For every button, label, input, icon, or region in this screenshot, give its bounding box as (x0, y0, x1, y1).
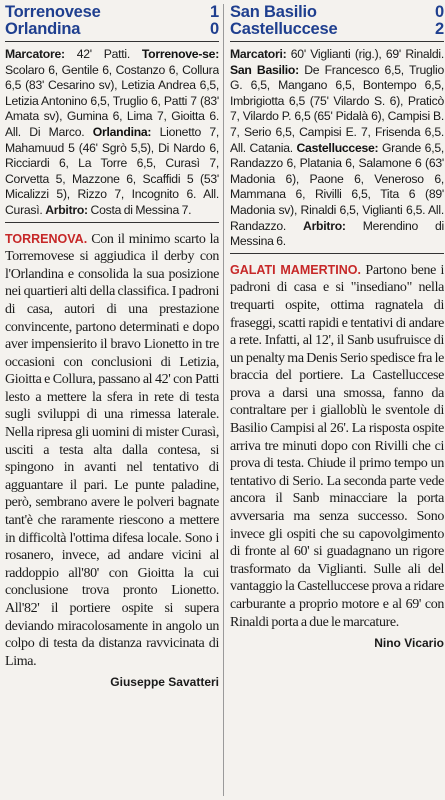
separator-line (5, 222, 219, 223)
author: Nino Vicario (374, 636, 444, 651)
referee-label: Arbitro: (303, 218, 346, 233)
away-row (230, 21, 444, 38)
home-lineup-team: Torrenove-se: (141, 47, 219, 61)
referee-label: Arbitro: (45, 202, 88, 217)
dateline: GALATI MAMERTINO. (230, 262, 361, 277)
away-lineup: Lionetto 7, Mahamuud 5 (46' Sgrò 5,5), Di Nardo 6, Ricciardi 6, La Torre 6,5, Curasì 7, Corvetta 5, Mazzone 6, Scaffidi 5 (53' Micalizzi 5), Rizzo 7, Incognito 6. All. Curasì. (5, 124, 219, 217)
home-row (5, 4, 219, 21)
home-team: Torrenovese (5, 3, 101, 21)
article-text (230, 262, 444, 631)
author: Giuseppe Savatteri (110, 675, 219, 690)
away-score: 0 (210, 20, 219, 38)
match-details (5, 47, 219, 219)
scoreline (230, 0, 444, 38)
article-body: Partono bene i padroni di casa e si "insediano" nella trequarti ospite, ottima ragnatela di fraseggi, scatti rapidi e tentativi di andare a rete. Infatti, al 12', il Sanb usufruisce di un penalty ma Denis Serio spedisce fra le braccia del portiere. La Castelluccese prova a darsi una smossa, fanno da contraltare per i gialloblù le sventole di Basilio Campisi al 26'. La risposta ospite arriva tre minuti dopo con Rivilli che ci prova di testa. Chiude il primo tempo un tentativo di Serio. La seconda parte vede ancora il Sanb minacciare la porta avversaria ma senza successo. Sono invece gli ospiti che su capovolgimento di fronte al 60' si guadagnano un rigore trasformato da Viglianti. Sulle ali del vantaggio la Castelluccese prova a ridare carburante a proprio motore e al 69' con Rinaldi porta a due le marcature. (230, 262, 444, 630)
home-row (230, 4, 444, 21)
article-body: Con il minimo scarto la Torremovese si aggiudica il derby con l'Orlandina e consolida la sua posizione nei quartieri alti della classifica. I padroni di casa, autori di una prestazione convincente, partono determinati e dopo aver impensierito il bravo Lionetto in tre occasioni con conclusioni di Letizia, Gioitta e Collura, passano al 42' con Patti lesto a mettere la sfera in rete di testa sugli sviluppi di una rimessa laterale. Nella ripresa gli uomini di mister Curasì, usciti a testa alta dalla contesa, si spingono in avanti nel tentativo di agguantare il pari. Le punte paladine, però, sembrano avere le polveri bagnate tant'è che raramente riescono a mettere in difficoltà l'ottima difesa locale. Sono i rosanero, invece, ad andare vicini al raddoppio all'80' con Gioitta la cui conclusione trova pronto Lionetto. All'82' il portiere ospite si supera deviando miracolosamente in angolo un colpo di testa da distanza ravvicinata di Lima. (5, 231, 219, 669)
home-score: 1 (210, 3, 219, 21)
scoreline (5, 0, 219, 38)
match-column-left (5, 0, 219, 800)
column-divider (223, 4, 224, 796)
match-column-right (230, 0, 444, 800)
home-team: San Basilio (230, 3, 317, 21)
home-lineup-team: San Basilio: (230, 62, 299, 77)
home-lineup: Scolaro 6, Gentile 6, Costanzo 6, Collura 6,5 (83' Cesarino sv), Letizia Andrea 6,5, Letizia Antonino 6,5, Truglio 6, Patti 7 (83' Amata sv), Gumina 6, Lima 7, Gioitta 6. All. Di Marco. (5, 62, 219, 139)
away-team: Orlandina (5, 20, 81, 38)
away-lineup: Grande 6,5, Randazzo 6, Platania 6, Salamone 6 (63' Madonia 6), Paone 6, Veneroso 6, Mammana 6, Rivilli 6,5, Tita 6 (89' Madonia sv), Rinaldi 6,5, Viglianti 6,5. All. Randazzo. (230, 140, 444, 233)
scorer-text: 60' Viglianti (rig.), 69' Rinaldi. (290, 47, 444, 61)
away-score: 2 (435, 20, 444, 38)
match-details (230, 47, 444, 250)
dateline: TORRENOVA. (5, 231, 88, 246)
home-score: 0 (435, 3, 444, 21)
article-text (5, 231, 219, 671)
home-lineup: De Francesco 6,5, Truglio G. 6,5, Mangano 6,5, Bontempo 6,5, Imbrigiotta 6,5 (75' Vilardo S. 6), Praticò 7, Vilardo P. 6,5 (65' Pidalà 6), Campisi B. 7, Serio 6,5, Campisi E. 7, Frisenda 6,5. All. Catania. (230, 62, 444, 155)
referee: Costa di Messina 7. (90, 202, 192, 217)
away-lineup-team: Castelluccese: (296, 140, 379, 155)
separator-line (5, 41, 219, 42)
scorer-label: Marcatore: (5, 47, 65, 61)
separator-line (230, 253, 444, 254)
away-lineup-team: Orlandina: (92, 124, 152, 139)
away-team: Castelluccese (230, 20, 338, 38)
scorer-label: Marcatori: (230, 47, 287, 61)
referee: Merendino di Messina 6. (230, 218, 444, 249)
separator-line (230, 41, 444, 42)
away-row (5, 21, 219, 38)
scorer-text: 42' Patti. (76, 47, 130, 61)
